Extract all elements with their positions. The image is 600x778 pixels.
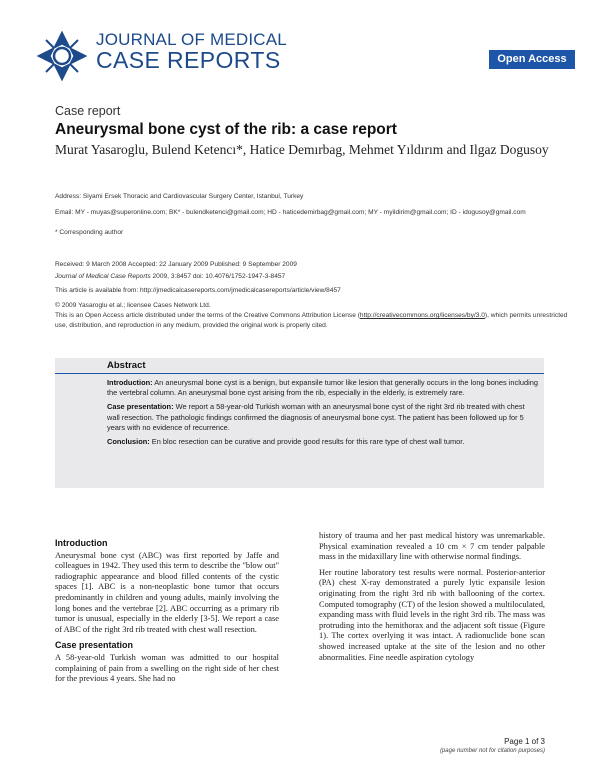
journal-name bbox=[96, 31, 287, 72]
abstract-case-text: We report a 58-year-old Turkish woman with an aneurysmal bone cyst of the right 3rd rib treated with chest wall resection. The pathologic findings confirmed the diagnosis of aneurysmal bone cyst. The patient has been followed up for 5 years with no evidence of recurrence. bbox=[107, 402, 525, 432]
abstract-intro-label: Introduction: bbox=[107, 378, 153, 387]
article-title: Aneurysmal bone cyst of the rib: a case report bbox=[55, 121, 397, 138]
body-column-left bbox=[55, 538, 279, 690]
abstract-intro-text: An aneurysmal bone cyst is a benign, but expansile tumor like lesion that generally occurs in the long bones including the vertebral column. An aneurysmal bone cyst arising from the rib, especially in the elderly, is extremely rare. bbox=[107, 378, 538, 398]
page-number: Page 1 of 3 bbox=[504, 737, 545, 746]
abstract-header bbox=[55, 358, 544, 374]
abstract-case bbox=[107, 402, 539, 433]
license-link[interactable]: http://creativecommons.org/licenses/by/3.0 bbox=[359, 312, 485, 319]
abstract-introduction bbox=[107, 378, 539, 398]
right-paragraph-2: Her routine laboratory test results were normal. Posterior-anterior (PA) chest X-ray demonstrated a purely lytic expansile lesion originating from the right 3rd rib with ballooning of the cortex. Computed tomography (CT) of the lesion showed a multiloculated, expanding mass with fluid levels in the right 3rd rib. The mass was protruding into the hemithorax and the adjacent soft tissue (Figure 1). The cortex overlying it was intact. A radionuclide bone scan showed increased uptake at the site of the lesion and no other abnormalities. Fine needle aspiration cytology bbox=[319, 567, 545, 662]
intro-paragraph: Aneurysmal bone cyst (ABC) was first reported by Jaffe and colleagues in 1942. They used this term to describe the "blow out" radiographic appearance and blood filled contents of the cystic spaces [1]. ABC is a non-neoplastic bone tumor that occurs predominantly in children and young adults, mainly involving the long bones and the vertebrae [2]. ABC occurring as a primary rib tumor is unusual, especially in the elderly [3-5]. We report a case of ABC of the right 3rd rib treated with chest wall resection. bbox=[55, 550, 279, 634]
author-list: Murat Yasaroglu, Bulend Ketencı*, Hatice Demırbag, Mehmet Yıldırım and Ilgaz Dogusoy bbox=[55, 142, 549, 157]
citation bbox=[55, 272, 575, 282]
article-type: Case report bbox=[55, 104, 121, 118]
article-url[interactable]: This article is available from: http://jmedicalcasereports.com/jmedicalcasereports/article/view/8457 bbox=[55, 287, 341, 294]
license bbox=[55, 311, 575, 330]
body-column-right bbox=[319, 531, 545, 668]
case-paragraph: A 58-year-old Turkish woman was admitted to our hospital complaining of pain from a swelling on the right side of her chest for the previous 4 years. She had no bbox=[55, 652, 279, 684]
page-number-note: (page number not for citation purposes) bbox=[439, 748, 545, 754]
citation-journal: Journal of Medical Case Reports bbox=[55, 273, 151, 280]
citation-details: 2009, 3:8457 doi: 10.4076/1752-1947-3-8457 bbox=[152, 273, 286, 280]
case-heading: Case presentation bbox=[55, 640, 134, 651]
copyright: © 2009 Yasaroglu et al.; licensee Cases Network Ltd. bbox=[55, 302, 211, 309]
abstract-heading: Abstract bbox=[107, 360, 146, 371]
intro-heading: Introduction bbox=[55, 538, 108, 548]
corresponding-note: * Corresponding author bbox=[55, 229, 124, 236]
open-access-badge: Open Access bbox=[489, 50, 575, 69]
right-paragraph-1: history of trauma and her past medical history was unremarkable. Physical examination revealed a 10 cm × 7 cm tender palpable mass in the midaxillary line with otherwise normal findings. bbox=[319, 531, 545, 562]
address: Address: Siyami Ersek Thoracic and Cardiovascular Surgery Center, Istanbul, Turkey bbox=[55, 193, 304, 200]
license-text-pre: This is an Open Access article distributed under the terms of the Creative Commons Attribution License ( bbox=[55, 312, 360, 319]
abstract-conclusion-text: En bloc resection can be curative and provide good results for this rare type of chest wall tumor. bbox=[151, 437, 465, 447]
email-list: Email: MY - muyas@superonline.com; BK* - bulendketenci@gmail.com; HD - haticedemirbag@gmail.com; MY - myildirim@gmail.com; ID - idogusoy@gmail.com bbox=[55, 209, 526, 216]
abstract-box bbox=[55, 358, 544, 488]
dates: Received: 9 March 2008 Accepted: 22 January 2009 Published: 9 September 2009 bbox=[55, 261, 297, 268]
abstract-body bbox=[107, 378, 539, 451]
abstract-case-label: Case presentation: bbox=[107, 402, 174, 412]
abstract-conclusion-label: Conclusion: bbox=[107, 437, 150, 447]
abstract-conclusion bbox=[107, 437, 539, 447]
license-text-post: ), which permits unrestricted use, distribution, and reproduction in any medium, provided the original work is properly cited. bbox=[55, 312, 568, 329]
journal-logo bbox=[36, 30, 88, 82]
journal-name-line1: JOURNAL OF MEDICAL bbox=[96, 30, 287, 49]
journal-name-line2: CASE REPORTS bbox=[96, 47, 281, 73]
